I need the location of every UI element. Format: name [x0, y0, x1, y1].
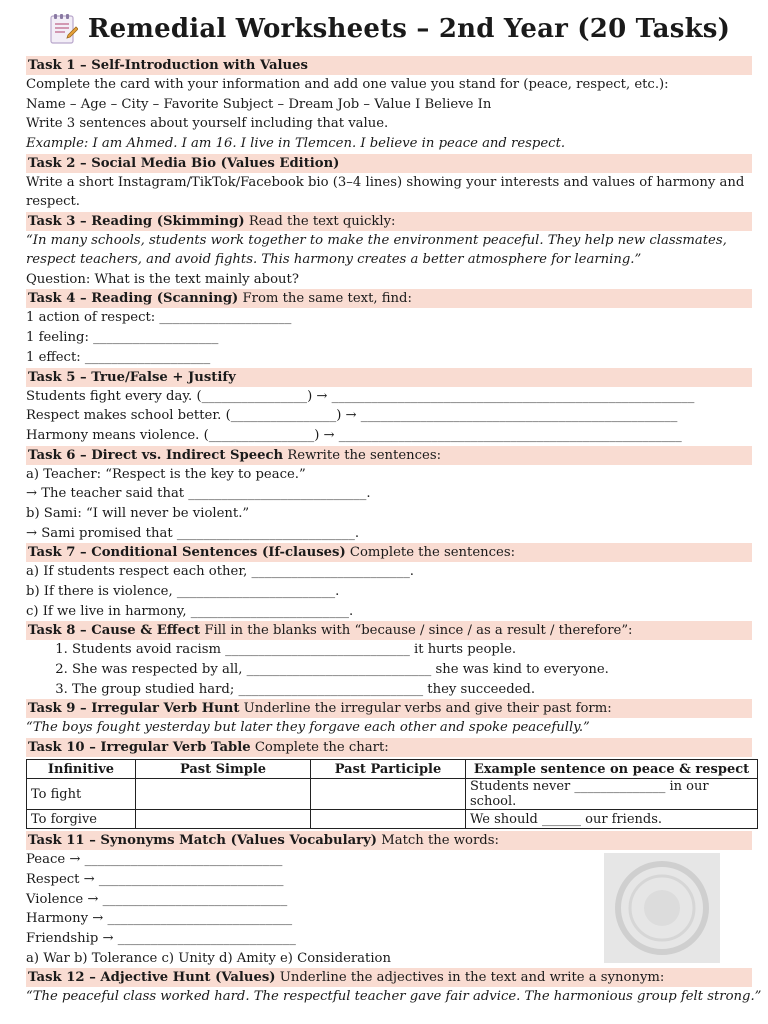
task-4-line: 1 effect: ___________________	[26, 349, 211, 365]
task-5-line: Students fight every day. (________________) → _______________________________________________________	[26, 388, 695, 404]
column-header: Infinitive	[27, 760, 136, 779]
task-12-heading: Task 12 – Adjective Hunt (Values) Underline the adjectives in the text and write a synonym:	[26, 968, 752, 987]
verb-table	[26, 759, 758, 829]
table-row	[27, 779, 758, 810]
stamp-image	[604, 853, 720, 963]
task-11-line: Harmony → ____________________________	[26, 911, 293, 927]
task-7-line: b) If there is violence, ________________________.	[26, 584, 340, 599]
task-11-heading: Task 11 – Synonyms Match (Values Vocabulary) Match the words:	[26, 831, 752, 850]
task-7-instruction: Complete the sentences:	[349, 545, 516, 561]
table-cell	[311, 810, 466, 829]
title-row	[26, 10, 752, 48]
task-9-heading: Task 9 – Irregular Verb Hunt Underline the irregular verbs and give their past form:	[26, 699, 752, 718]
task-9-quote: “The boys fought yesterday but later they forgave each other and spoke peacefully.”	[26, 720, 590, 736]
task-6-line: b) Sami: “I will never be violent.”	[26, 505, 250, 521]
task-10-instruction: Complete the chart:	[254, 740, 389, 756]
task-5-heading: Task 5 – True/False + Justify	[26, 368, 752, 387]
task-4-heading: Task 4 – Reading (Scanning) From the same text, find:	[26, 289, 752, 308]
column-header: Past Participle	[311, 760, 466, 779]
task-5-line: Harmony means violence. (________________) → ____________________________________________________	[26, 427, 682, 443]
task-6-line: a) Teacher: “Respect is the key to peace.”	[26, 466, 306, 482]
task-2-text: Write a short Instagram/TikTok/Facebook bio (3–4 lines) showing your interests and values of harmony and respect.	[26, 174, 745, 210]
table-cell: We should ______ our friends.	[466, 810, 758, 829]
task-4-instruction: From the same text, find:	[242, 291, 412, 307]
task-11-options: a) War b) Tolerance c) Unity d) Amity e) Consideration	[26, 950, 391, 966]
list-item: 1. Students avoid racism ____________________________ it hurts people.	[72, 640, 752, 660]
task-6-line: → Sami promised that ___________________________.	[26, 525, 360, 541]
task-3-quote: “In many schools, students work together to make the environment peaceful. They help new classmates, respect teachers, and avoid fights. This harmony creates a better atmosphere for learning.”	[26, 232, 727, 268]
task-11-line: Respect → ____________________________	[26, 871, 284, 887]
task-3-heading: Task 3 – Reading (Skimming) Read the text quickly:	[26, 212, 752, 231]
task-10-heading: Task 10 – Irregular Verb Table Complete the chart:	[26, 738, 752, 757]
column-header: Example sentence on peace & respect	[466, 760, 758, 779]
task-3-question: Question: What is the text mainly about?	[26, 271, 299, 287]
table-row	[27, 810, 758, 829]
worksheet-page	[26, 10, 762, 1007]
task-8-heading: Task 8 – Cause & Effect Fill in the blanks with “because / since / as a result / therefore”:	[26, 621, 752, 640]
task-8-list	[26, 640, 752, 699]
task-3-instruction: Read the text quickly:	[248, 213, 396, 229]
task-1-line: Complete the card with your information and add one value you stand for (peace, respect, etc.):	[26, 77, 669, 92]
task-1-example: Example: I am Ahmed. I am 16. I live in Tlemcen. I believe in peace and respect.	[26, 136, 566, 152]
task-6-instruction: Rewrite the sentences:	[287, 447, 442, 463]
table-cell: To forgive	[27, 810, 136, 829]
table-cell	[136, 779, 311, 810]
task-2-heading: Task 2 – Social Media Bio (Values Edition)	[26, 154, 752, 173]
task-1-line: Write 3 sentences about yourself including that value.	[26, 116, 389, 132]
task-12-instruction: Underline the adjectives in the text and write a synonym:	[279, 970, 665, 986]
task-1-heading: Task 1 – Self-Introduction with Values	[26, 56, 752, 75]
task-6-heading: Task 6 – Direct vs. Indirect Speech Rewrite the sentences:	[26, 446, 752, 465]
task-8-instruction: Fill in the blanks with “because / since / as a result / therefore”:	[204, 623, 633, 639]
task-6-line: → The teacher said that ___________________________.	[26, 486, 371, 502]
task-12-quote: “The peaceful class worked hard. The respectful teacher gave fair advice. The harmonious group felt strong.”	[26, 989, 762, 1005]
table-header-row	[27, 760, 758, 779]
task-11-line: Violence → ____________________________	[26, 891, 288, 907]
table-cell: To fight	[27, 779, 136, 810]
task-1-line: Name – Age – City – Favorite Subject – Dream Job – Value I Believe In	[26, 96, 492, 112]
task-4-line: 1 feeling: ___________________	[26, 330, 219, 346]
task-11-instruction: Match the words:	[381, 833, 499, 849]
column-header: Past Simple	[136, 760, 311, 779]
task-11-section	[26, 831, 752, 968]
task-11-line: Friendship → ___________________________	[26, 930, 296, 946]
table-cell: Students never ______________ in our school.	[466, 779, 758, 810]
task-7-line: c) If we live in harmony, ________________________.	[26, 603, 354, 619]
table-cell	[311, 779, 466, 810]
list-item: 3. The group studied hard; ____________________________ they succeeded.	[72, 680, 752, 700]
task-9-instruction: Underline the irregular verbs and give their past form:	[243, 701, 612, 717]
task-7-heading: Task 7 – Conditional Sentences (If-clauses) Complete the sentences:	[26, 543, 752, 562]
task-4-line: 1 action of respect: ____________________	[26, 310, 292, 326]
page-title: Remedial Worksheets – 2nd Year (20 Tasks)	[87, 14, 731, 44]
task-7-line: a) If students respect each other, ________________________.	[26, 564, 414, 580]
table-cell	[136, 810, 311, 829]
list-item: 2. She was respected by all, ____________________________ she was kind to everyone.	[72, 660, 752, 680]
notepad-icon	[48, 13, 78, 45]
task-11-line: Peace → ______________________________	[26, 852, 283, 868]
task-5-line: Respect makes school better. (________________) → ________________________________________________	[26, 408, 678, 424]
stamp-seal-icon	[612, 858, 712, 958]
